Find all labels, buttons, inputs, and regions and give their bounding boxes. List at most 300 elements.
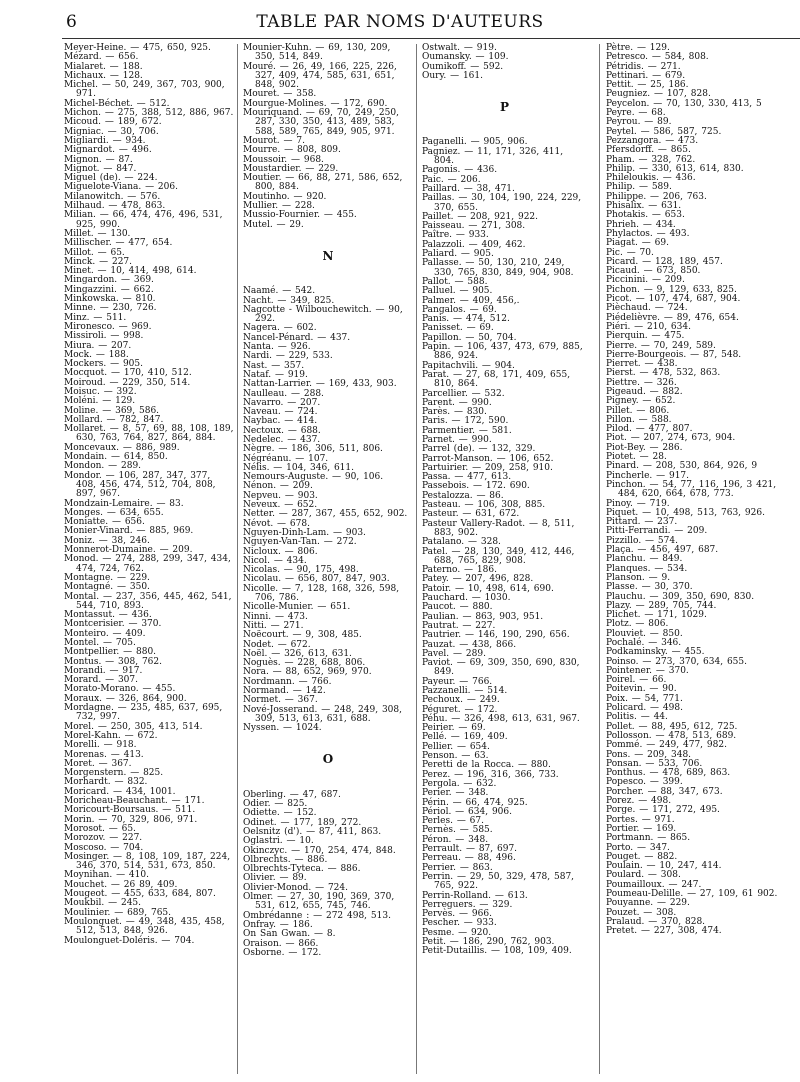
- index-entry: Patel. — 28, 130, 349, 412, 446, 688, 765, 829, 908.: [422, 546, 575, 566]
- index-entry: Mussio-Fournier. — 455.: [243, 210, 357, 221]
- index-entry: Morel. — 250, 305, 413, 514.: [64, 721, 203, 732]
- index-entry: Payeur. — 766.: [422, 676, 493, 687]
- index-entry: Pestalozza. — 86.: [422, 490, 504, 501]
- index-entry: Miguel (de). — 224.: [64, 173, 158, 184]
- index-entry: Mingazzini. — 662.: [64, 284, 154, 295]
- index-entry: Nattan-Larrier. — 169, 433, 903.: [243, 379, 397, 390]
- index-entry: Perreguers. — 329.: [422, 899, 513, 910]
- index-entry: Nové-Josserand. — 248, 249, 308, 309, 513, 613, 631, 688.: [243, 704, 402, 724]
- index-entry: Odiette. — 152.: [243, 808, 317, 819]
- index-entry: Morosot. — 65.: [64, 823, 136, 834]
- index-entry: Pautrat. — 227.: [422, 620, 496, 631]
- index-entry: Périol. — 634, 906.: [422, 806, 512, 817]
- index-entry: Patoir. — 10, 498, 614, 690.: [422, 583, 554, 594]
- index-entry: Perier. — 348.: [422, 788, 489, 799]
- index-entry: Pervès. — 966.: [422, 909, 492, 920]
- index-entry: Pinoy. — 719.: [606, 498, 670, 509]
- index-entry: Morelli. — 918.: [64, 740, 137, 751]
- index-entry: Olivier. — 89.: [243, 873, 307, 884]
- index-entry: Poumeau-Delille. — 27, 109, 61 902.: [606, 889, 778, 900]
- index-entry: Moniz. — 38, 246.: [64, 535, 150, 546]
- index-entry: Ponthus. — 478, 689, 863.: [606, 768, 731, 779]
- index-entry: Pouget. — 882.: [606, 851, 678, 862]
- index-entry: Pescher. — 933.: [422, 918, 497, 929]
- index-entry: Onfray. — 186.: [243, 919, 313, 930]
- index-entry: Patalano. — 328.: [422, 537, 501, 548]
- index-entry: Nagera. — 602.: [243, 323, 317, 334]
- index-entry: Petit-Dutaillis. — 108, 109, 409.: [422, 946, 572, 957]
- index-entry: Phylactos. — 493.: [606, 228, 690, 239]
- index-entry: Paganelli. — 905, 906.: [422, 137, 528, 148]
- index-entry: Mignardot. — 496.: [64, 145, 152, 156]
- index-entry: Mignon. — 87.: [64, 154, 133, 165]
- index-entry: Piccinini. — 209.: [606, 275, 685, 286]
- index-entry: Moiroud. — 229, 350, 514.: [64, 377, 191, 388]
- index-entry: Passebois. — 172. 690.: [422, 481, 530, 492]
- index-entry: Nguyen-Van-Tan. — 272.: [243, 537, 357, 548]
- index-entry: Moléni. — 129.: [64, 396, 136, 407]
- index-entry: Picaud. — 673, 850.: [606, 266, 701, 277]
- index-entry: Politis. — 44.: [606, 712, 668, 723]
- index-entry: Pigeaud. — 882.: [606, 386, 683, 397]
- index-entry: Moricourt-Boursaus. — 511.: [64, 805, 196, 816]
- index-entry: Peugniez. — 107, 828.: [606, 89, 711, 100]
- index-entry: Mondon. — 289.: [64, 461, 142, 472]
- index-entry: Mullier. — 228.: [243, 201, 315, 212]
- index-entry: Mounier-Kuhn. — 69, 130, 209, 350, 514, 849.: [243, 43, 391, 63]
- index-entry: Parès. — 830.: [422, 407, 487, 418]
- index-entry: Philip. — 330, 613, 614, 830.: [606, 163, 744, 174]
- index-entry: Mouchet. — 26 89, 409.: [64, 879, 178, 890]
- index-entry: Montagne. — 229.: [64, 572, 150, 583]
- index-entry: Petresco. — 584, 808.: [606, 52, 709, 63]
- index-entry: Naamé. — 542.: [243, 286, 316, 297]
- index-entry: Millet. — 130.: [64, 228, 131, 239]
- index-entry: Peirier. — 69.: [422, 723, 486, 734]
- index-entry: Panis. — 474, 512.: [422, 314, 510, 325]
- index-entry: Montel. — 705.: [64, 638, 136, 648]
- index-entry: Planques. — 534.: [606, 563, 688, 574]
- index-entry: Nénon. — 209.: [243, 481, 313, 492]
- index-entry: Plotz. — 806.: [606, 619, 669, 630]
- index-entry: Portier. — 169.: [606, 823, 677, 834]
- index-entry: Milanowitch. — 576.: [64, 191, 161, 202]
- index-entry: Nepveu. — 903.: [243, 490, 318, 501]
- index-entry: Pham. — 328, 762.: [606, 154, 696, 165]
- index-entry: Nègre. — 186, 306, 511, 806.: [243, 444, 383, 455]
- index-entry: Pic. — 70.: [606, 247, 654, 258]
- index-entry: Pallot. — 588.: [422, 276, 488, 287]
- index-entry: Porge. — 171, 272, 495.: [606, 805, 720, 816]
- index-entry: Pangalos. — 69.: [422, 304, 497, 315]
- index-entry: Nast. — 357.: [243, 360, 305, 371]
- index-entry: Nanta. — 926.: [243, 342, 311, 353]
- index-entry: Nicolau. — 656, 807, 847, 903.: [243, 574, 390, 585]
- index-entry: Noëcourt. — 9, 308, 485.: [243, 630, 362, 641]
- index-entry: Ostwalt. — 919.: [422, 43, 497, 53]
- index-entry: Névot. — 678.: [243, 518, 310, 529]
- index-entry: Mutel. — 29.: [243, 219, 304, 230]
- index-entry: Michon. — 275, 388, 512, 886, 967.: [64, 108, 234, 119]
- index-entry: Naulleau. — 288.: [243, 388, 324, 399]
- index-entry: Morhardt. — 832.: [64, 777, 148, 788]
- index-entry: Pellé. — 169, 409.: [422, 732, 508, 743]
- index-entry: Porto. — 347.: [606, 842, 670, 853]
- index-entry: Odier. — 825.: [243, 799, 308, 810]
- index-entry: Pillet. — 806.: [606, 405, 670, 416]
- index-entry: Morato-Morano. — 455.: [64, 684, 176, 695]
- index-entry: Paître. — 933.: [422, 230, 489, 241]
- index-entry: Poitevin. — 90.: [606, 684, 677, 695]
- index-entry: Nyssen. — 1024.: [243, 723, 322, 734]
- index-entry: Pichon. — 9, 129, 633, 825.: [606, 284, 737, 295]
- index-entry: Ombrédanne : — 272 498, 513.: [243, 910, 391, 921]
- index-entry: Planchu. — 849.: [606, 554, 683, 565]
- index-entry: Nemours-Auguste. — 90, 106.: [243, 472, 384, 483]
- index-entry: Pettinari. — 679.: [606, 70, 686, 81]
- index-entry: Perles. — 67.: [422, 816, 484, 827]
- index-entry: Moustardier. — 229.: [243, 163, 339, 174]
- index-entry: Moynihan. — 410.: [64, 870, 149, 881]
- index-entry: Moret. — 367.: [64, 758, 132, 769]
- index-entry: Oelsnitz (d'). — 87, 411, 863.: [243, 826, 382, 837]
- index-entry: Piotet. — 28.: [606, 452, 667, 463]
- index-entry: Nordmann. — 766.: [243, 676, 332, 687]
- index-entry: Pernès. — 585.: [422, 825, 493, 836]
- page-title: TABLE PAR NOMS D'AUTEURS: [256, 12, 544, 32]
- index-entry: Paucot. — 880.: [422, 602, 493, 613]
- index-entry: Piéri. — 210, 634.: [606, 321, 691, 332]
- index-entry: Minkowska. — 810.: [64, 294, 156, 305]
- index-entry: Photakis. — 653.: [606, 210, 685, 221]
- index-entry: Paviot. — 69, 309, 350, 690, 830, 849.: [422, 658, 580, 678]
- index-entry: Plasse. — 30, 370.: [606, 582, 693, 593]
- index-entry: Porcher. — 88, 347, 673.: [606, 786, 723, 797]
- index-entry: Plichet. — 171, 1029.: [606, 610, 707, 621]
- index-entry: Moulonguet. — 49, 348, 435, 458, 512, 513, 848, 926.: [64, 916, 225, 937]
- index-entry: Pergola. — 632.: [422, 778, 497, 789]
- index-entry: Perrin-Rolland. — 613.: [422, 890, 528, 901]
- index-entry: Plaça. — 456, 497, 687.: [606, 545, 719, 556]
- column-divider: [599, 44, 600, 1074]
- index-entry: Pointener. — 370.: [606, 665, 689, 676]
- index-entry: Oberling. — 47, 687.: [243, 789, 341, 800]
- index-entry: Nicolle. — 7, 128, 168, 326, 598, 706, 786.: [243, 583, 400, 604]
- index-entry: Morozov. — 227.: [64, 833, 143, 844]
- index-column-4: [606, 44, 800, 937]
- index-entry: Morel-Kahn. — 672.: [64, 730, 158, 741]
- index-entry: Mondor. — 106, 287, 347, 377, 408, 456, 474, 512, 704, 808, 897, 967.: [64, 470, 216, 500]
- index-entry: Morenas. — 413.: [64, 749, 144, 760]
- index-entry: Montassut. — 436.: [64, 610, 152, 621]
- index-entry: Montagné. — 350.: [64, 582, 150, 593]
- index-entry: Nacht. — 349, 825.: [243, 295, 335, 306]
- index-entry: Pizzillo. — 574.: [606, 535, 678, 546]
- index-entry: Piot. — 207, 274, 673, 904.: [606, 433, 736, 444]
- index-entry: Péhu. — 326, 498, 613, 631, 967.: [422, 713, 580, 724]
- index-entry: Paillas. — 30, 104, 190, 224, 229, 370, 655.: [422, 193, 582, 213]
- index-entry: Palazzoli. — 409, 462.: [422, 239, 526, 250]
- index-entry: Perreau. — 88, 496.: [422, 853, 516, 864]
- index-entry: Nectoux. — 688.: [243, 425, 321, 436]
- index-entry: Péron. — 348.: [422, 834, 489, 845]
- index-column-2: [243, 44, 413, 958]
- index-entry: Mialaret. — 188.: [64, 61, 143, 72]
- index-entry: Mouré. — 26, 49, 166, 225, 226, 327, 409, 474, 585, 631, 651, 848, 902.: [243, 61, 397, 91]
- index-entry: Odinet. — 177, 189, 272.: [243, 817, 362, 828]
- index-entry: Parrot-Manson. — 106, 652.: [422, 453, 554, 464]
- index-entry: Mosinger. — 8, 108, 109, 187, 224, 346, 370, 514, 531, 673, 850.: [64, 851, 231, 872]
- index-entry: Navarro. — 207.: [243, 397, 321, 408]
- index-entry: Nancel-Pénard. — 437.: [243, 332, 351, 343]
- index-entry: Pigney. — 652.: [606, 396, 676, 407]
- index-entry: Neveux. — 652.: [243, 500, 318, 511]
- index-entry: Olbrechts. — 886.: [243, 854, 328, 865]
- index-entry: Piédelièvre. — 89, 476, 654.: [606, 312, 739, 323]
- index-entry: Planson. — 9.: [606, 572, 671, 583]
- index-entry: Mourre. — 808, 809.: [243, 145, 341, 156]
- index-entry: Normet. — 367.: [243, 695, 318, 706]
- index-entry: Mourgue-Molines. — 172, 690.: [243, 98, 388, 109]
- index-entry: Mordagne. — 235, 485, 637, 695, 732, 997.: [64, 703, 223, 723]
- index-entry: Pitti-Ferrandi. — 209.: [606, 526, 708, 537]
- index-entry: Monteiro. — 409.: [64, 628, 146, 639]
- index-entry: Naveau. — 724.: [243, 407, 318, 418]
- index-entry: Portmann. — 865.: [606, 833, 691, 844]
- index-entry: Morandi. — 917.: [64, 665, 143, 676]
- index-entry: Moncevaux. — 886, 989.: [64, 442, 180, 453]
- index-entry: Partuirier. — 209, 258, 910.: [422, 462, 553, 473]
- index-entry: Milhaud. — 478, 863.: [64, 201, 166, 212]
- index-entry: Porez. — 498.: [606, 796, 672, 807]
- index-entry: Paillard. — 38, 471.: [422, 183, 515, 194]
- index-entry: Pinchon. — 54, 77, 116, 196, 3 421, 484, 620, 664, 678, 773.: [606, 479, 777, 500]
- index-entry: Mignot. — 847.: [64, 163, 137, 174]
- index-entry: Pellier. — 654.: [422, 741, 490, 752]
- index-entry: Poirel. — 66.: [606, 675, 667, 686]
- index-entry: Mockers. — 905.: [64, 359, 143, 370]
- index-entry: Podkaminsky. — 455.: [606, 647, 705, 658]
- index-entry: Philip. — 589.: [606, 182, 672, 193]
- index-entry: Pétridis. — 271.: [606, 61, 681, 72]
- index-entry: Pavel. — 289.: [422, 648, 486, 659]
- index-entry: Pesme. — 920.: [422, 927, 492, 938]
- index-entry: Pilod. — 477, 807.: [606, 424, 693, 435]
- index-entry: Poumailloux. — 247.: [606, 879, 702, 890]
- index-entry: Ninni. — 473.: [243, 611, 308, 622]
- index-entry: Pollosson. — 478, 513, 689.: [606, 730, 737, 741]
- index-entry: Olbrechts-Tyteca. — 886.: [243, 864, 361, 875]
- index-entry: Peytel. — 586, 587, 725.: [606, 126, 722, 137]
- index-entry: Mollard. — 782, 847.: [64, 414, 164, 425]
- index-entry: Parnet. — 990.: [422, 434, 492, 445]
- index-entry: Pallasse. — 50, 130, 210, 249, 330, 765, 830, 849, 904, 908.: [422, 258, 574, 278]
- index-entry: Pittard. — 237.: [606, 517, 678, 528]
- index-entry: Nedelec. — 437.: [243, 434, 321, 445]
- index-entry: Penson. — 63.: [422, 751, 489, 762]
- index-entry: Minne. — 230, 726.: [64, 303, 157, 314]
- index-entry: Nora. — 88, 652, 969, 970.: [243, 667, 372, 678]
- index-entry: Popesco. — 399.: [606, 777, 683, 788]
- index-entry: Millischer. — 477, 654.: [64, 238, 173, 249]
- index-entry: Moutier. — 66, 88, 271, 586, 652, 800, 884.: [243, 173, 403, 193]
- index-entry: Paic. — 206.: [422, 174, 481, 185]
- index-entry: Mézard. — 656.: [64, 52, 139, 63]
- index-entry: Pinard. — 208, 530, 864, 926, 9: [606, 461, 758, 472]
- index-entry: Moricheau-Beauchant. — 171.: [64, 796, 205, 807]
- index-entry: Moraux. — 326, 864, 900.: [64, 693, 187, 704]
- index-entry: Nagcotte - Wilbouchewitch. — 90, 292.: [243, 304, 403, 325]
- index-entry: Pillon. — 588.: [606, 414, 672, 425]
- index-entry: Pretet. — 227, 308, 474.: [606, 926, 722, 937]
- index-entry: Paliard. — 905.: [422, 249, 494, 260]
- index-entry: Pètre. — 129.: [606, 43, 670, 53]
- index-entry: Parent. — 990.: [422, 397, 492, 408]
- index-entry: Pierst. — 478, 532, 863.: [606, 368, 721, 379]
- index-entry: Palmer. — 409, 456,.: [422, 295, 520, 306]
- index-entry: Oglastri. — 10.: [243, 836, 314, 847]
- index-entry: Minz. — 511.: [64, 312, 127, 323]
- column-divider: [416, 44, 417, 1074]
- index-entry: Phisalix. — 631.: [606, 201, 682, 212]
- index-entry: Nicloux. — 806.: [243, 546, 318, 557]
- index-entry: Migliardi. — 934.: [64, 135, 146, 146]
- index-entry: Morard. — 307.: [64, 675, 138, 686]
- index-column-3: [422, 44, 587, 957]
- index-entry: Monod. — 274, 288, 299, 347, 434, 474, 724, 762.: [64, 554, 231, 574]
- index-entry: Négréanu. — 107.: [243, 453, 329, 464]
- index-entry: Petit. — 186, 290, 762, 903.: [422, 937, 555, 948]
- index-entry: Mingardon. — 369.: [64, 275, 154, 286]
- index-entry: Micoud. — 189, 672.: [64, 117, 162, 128]
- index-entry: Nitti. — 271.: [243, 620, 304, 631]
- index-entry: Panisset. — 69.: [422, 323, 494, 334]
- index-entry: Poinso. — 273, 370, 634, 655.: [606, 656, 747, 667]
- index-entry: Oumansky. — 109.: [422, 52, 509, 63]
- index-entry: Parrel (de). — 132, 329.: [422, 444, 536, 455]
- section-letter: P: [499, 100, 510, 115]
- index-entry: Mourot. — 7.: [243, 135, 305, 146]
- index-entry: Nicol. — 434.: [243, 555, 307, 566]
- index-entry: Noël. — 326, 613, 631.: [243, 648, 352, 659]
- index-entry: Pierret. — 438.: [606, 359, 678, 370]
- index-entry: Poulard. — 308.: [606, 870, 681, 881]
- index-entry: Peycelon. — 70, 130, 330, 413, 5: [606, 98, 762, 109]
- index-entry: Paulian. — 863, 903, 951.: [422, 611, 544, 622]
- index-entry: Naybac. — 414.: [243, 416, 318, 427]
- index-entry: Migniac. — 30, 706.: [64, 126, 159, 137]
- index-entry: Patey. — 207, 496, 828.: [422, 574, 534, 585]
- index-entry: Morgenstern. — 825.: [64, 768, 164, 779]
- index-entry: Pauzat. — 438, 866.: [422, 639, 517, 650]
- index-entry: Pollet. — 88, 495, 612, 725.: [606, 721, 738, 732]
- index-entry: Miguelote-Viana. — 206.: [64, 182, 178, 193]
- column-divider: [237, 44, 238, 1074]
- index-entry: Milian. — 66, 474, 476, 496, 531, 925, 990.: [64, 210, 223, 230]
- index-entry: Monnerot-Dumaine. — 209.: [64, 545, 193, 556]
- index-entry: Parmentier. — 581.: [422, 425, 512, 436]
- index-entry: Michaux. — 128.: [64, 70, 143, 81]
- index-entry: Papitachvili. — 904.: [422, 360, 515, 371]
- index-entry: Pauchard. — 1030.: [422, 593, 511, 604]
- index-entry: Minet. — 10, 414, 498, 614.: [64, 266, 197, 277]
- index-entry: Olivier-Monod. — 724.: [243, 882, 348, 893]
- index-entry: Poulain. — 10, 247, 414.: [606, 861, 722, 872]
- index-entry: Moisuc. — 392.: [64, 386, 137, 397]
- index-entry: Passa. — 477, 613.: [422, 472, 512, 483]
- index-entry: Moussoir. — 968.: [243, 154, 324, 165]
- index-entry: Netter. — 287, 367, 455, 652, 902.: [243, 509, 408, 520]
- index-entry: Pons. — 209, 348.: [606, 749, 692, 760]
- index-entry: Nicolle-Munier. — 651.: [243, 602, 351, 613]
- index-entry: Moulinier. — 689, 765.: [64, 907, 172, 918]
- index-entry: Oury. — 161.: [422, 70, 483, 81]
- index-entry: Olmer. — 27, 30, 190, 369, 370, 531, 612, 655, 745, 746.: [243, 892, 395, 912]
- index-entry: Montcerisier. — 370.: [64, 619, 162, 630]
- index-entry: Noguès. — 228, 688, 806.: [243, 658, 366, 669]
- index-entry: Paterno. — 186.: [422, 565, 497, 576]
- index-entry: Michel. — 50, 249, 367, 703, 900, 971.: [64, 80, 225, 100]
- index-entry: Moniatte. — 656.: [64, 517, 145, 528]
- index-entry: Normand. — 142.: [243, 686, 326, 696]
- index-entry: Piettre. — 326.: [606, 377, 677, 388]
- index-entry: Philippe. — 206, 763.: [606, 191, 707, 202]
- index-entry: Minck. — 227.: [64, 256, 133, 267]
- page-number: 6: [66, 12, 77, 32]
- index-entry: Montpellier. — 880.: [64, 647, 157, 658]
- index-entry: Pierre-Bourgeois. — 87, 548.: [606, 349, 742, 360]
- index-entry: Monier-Vinard. — 885, 969.: [64, 526, 194, 537]
- index-entry: Mironesco. — 969.: [64, 321, 152, 332]
- index-entry: Pagonis. — 436.: [422, 165, 498, 176]
- index-entry: Meyer-Heine. — 475, 650, 925.: [64, 43, 211, 53]
- index-entry: Pouzet. — 308.: [606, 907, 677, 918]
- index-entry: Pezzangora. — 473.: [606, 135, 699, 146]
- index-entry: Pfersdorff. — 865.: [606, 145, 691, 156]
- index-entry: Nguyen-Dinh-Lam. — 903.: [243, 527, 366, 538]
- index-entry: Morin. — 70, 329, 806, 971.: [64, 814, 198, 825]
- index-entry: Papillon. — 50, 704.: [422, 332, 517, 343]
- index-entry: Poix. — 54, 771.: [606, 693, 683, 704]
- index-entry: Pettit. — 25, 186.: [606, 80, 689, 91]
- index-entry: Picot. — 107, 474, 687, 904.: [606, 294, 741, 305]
- index-entry: Périn. — 66, 474, 925.: [422, 797, 528, 808]
- index-entry: Perrault. — 87, 697.: [422, 844, 518, 855]
- index-entry: Policard. — 498.: [606, 703, 683, 714]
- index-entry: Perez. — 196, 316, 366, 733.: [422, 769, 559, 780]
- index-entry: Pommé. — 249, 477, 982.: [606, 740, 727, 751]
- index-entry: Peyrou. — 89.: [606, 117, 672, 128]
- index-entry: Portes. — 971.: [606, 814, 675, 825]
- index-entry: Phrieh. — 434.: [606, 219, 676, 230]
- index-entry: Piquet. — 10, 498, 513, 763, 926.: [606, 507, 765, 518]
- index-entry: Moukbil. — 245.: [64, 898, 142, 909]
- index-entry: Mock. — 188.: [64, 349, 129, 360]
- index-entry: Pautrier. — 146, 190, 290, 656.: [422, 630, 570, 641]
- index-entry: Peyre. — 68.: [606, 108, 666, 119]
- index-entry: Pasteur Vallery-Radot. — 8, 511, 883, 902.: [422, 518, 575, 538]
- index-entry: Okinczyc. — 170, 254, 474, 848.: [243, 845, 396, 856]
- index-entry: Pechoux. — 249.: [422, 695, 500, 706]
- index-entry: Nataf. — 919.: [243, 369, 308, 380]
- index-entry: Oraison. — 866.: [243, 938, 319, 949]
- header-rule: [62, 38, 800, 39]
- index-entry: Papin. — 106, 437, 473, 679, 885, 886, 924.: [422, 342, 583, 362]
- index-entry: Plazy. — 289, 705, 744.: [606, 600, 717, 611]
- index-entry: Mouriquand. — 69, 70, 249, 250, 287, 330, 350, 413, 489, 583, 588, 589, 765, 849, 905, 971.: [243, 108, 399, 137]
- section-letter: O: [322, 752, 334, 767]
- index-entry: Michel-Béchet. — 512.: [64, 98, 170, 109]
